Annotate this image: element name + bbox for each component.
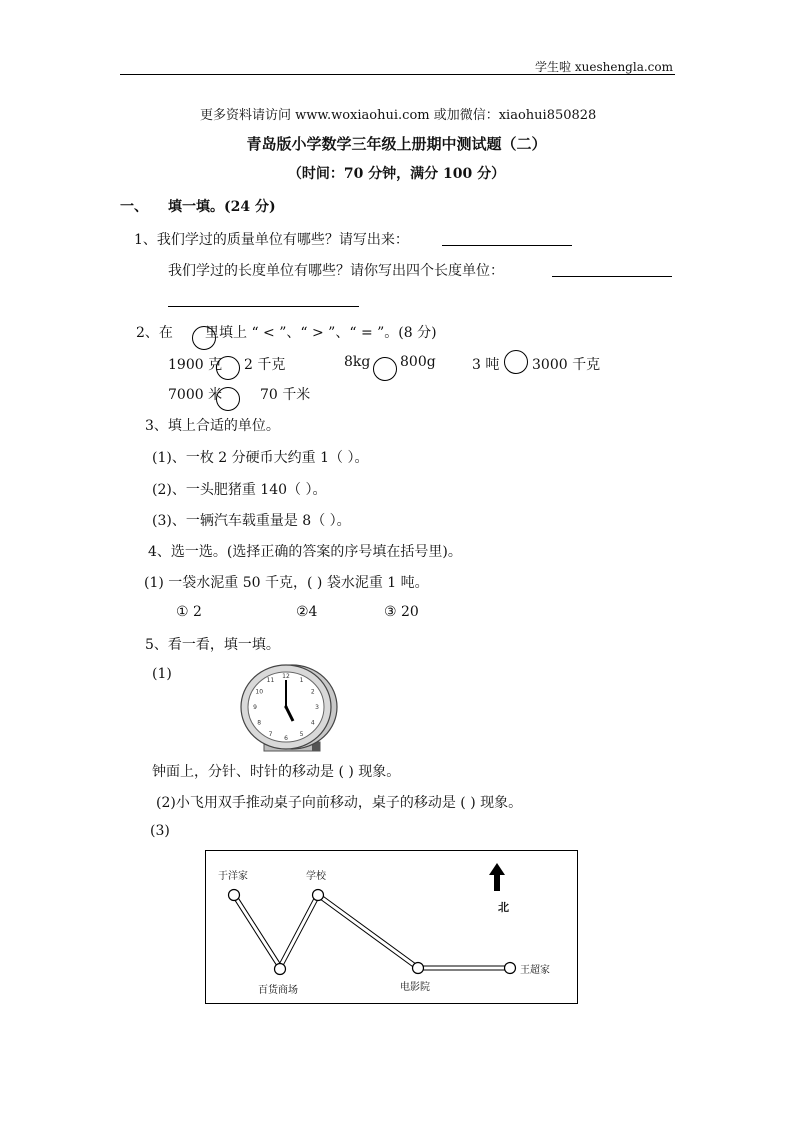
header-rule (120, 74, 675, 75)
q5-sub2-text: (2)小飞用双手推动桌子向前移动，桌子的移动是 ( ) 现象。 (156, 795, 523, 811)
q2-item3-circle[interactable] (504, 350, 528, 374)
q2-item1-right: 2 千克 (244, 357, 286, 373)
header-site: 学生啦 xueshengla.com (535, 60, 673, 74)
page-subtitle: （时间：70 分钟，满分 100 分） (287, 166, 506, 182)
q1-answer-line-1[interactable] (442, 245, 572, 246)
clock-numeral: 8 (257, 719, 262, 727)
clock-numeral: 12 (282, 673, 290, 680)
route-map (205, 850, 578, 1004)
resource-note: 更多资料请访问 www.woxiaohui.com 或加微信：xiaohui850828 (200, 108, 597, 123)
q4-question: (1) 一袋水泥重 50 千克，( ) 袋水泥重 1 吨。 (144, 575, 429, 591)
node-school (313, 890, 324, 901)
q5-heading: 5、看一看，填一填。 (145, 637, 280, 653)
q2-item3-right: 3000 千克 (532, 357, 601, 373)
q3-item3: (3)、一辆汽车载重量是 8（ ）。 (152, 513, 351, 529)
q2-item4-right: 70 千米 (260, 387, 311, 403)
q2-item2-right: 800g (400, 354, 436, 370)
place-label-cinema: 电影院 (400, 982, 430, 993)
clock-numeral: 5 (299, 730, 304, 738)
q4-option-2[interactable]: ②4 (296, 604, 318, 620)
q3-item1: (1)、一枚 2 分硬币大约重 1（ ）。 (152, 450, 369, 466)
node-cinema (413, 963, 424, 974)
clock-numeral: 2 (310, 688, 315, 696)
q5-sub1-text: 钟面上，分针、时针的移动是 ( ) 现象。 (152, 764, 401, 780)
clock-numeral: 7 (268, 730, 273, 738)
q4-option-1[interactable]: ① 2 (176, 604, 202, 620)
section-heading: 填一填。(24 分) (168, 199, 276, 215)
q2-item2-circle[interactable] (373, 357, 397, 381)
q1-answer-line-3[interactable] (168, 306, 359, 307)
page-title: 青岛版小学数学三年级上册期中测试题（二） (246, 135, 547, 153)
node-department-store (275, 964, 286, 975)
place-label-department-store: 百货商场 (258, 985, 298, 996)
q2-item1-left: 1900 克 (168, 357, 223, 373)
node-yuyang-home (229, 890, 240, 901)
section-number: 一、 (120, 199, 148, 215)
q2-instruction: 里填上 “ < ”、“ > ”、“ = ”。(8 分) (205, 325, 437, 341)
q2-item4-circle[interactable] (216, 387, 240, 411)
clock-numeral: 4 (310, 719, 315, 727)
clock-numeral: 1 (299, 677, 304, 685)
clock-figure (232, 662, 350, 754)
place-label-yuyang-home: 于洋家 (218, 871, 248, 882)
clock-numeral: 3 (315, 704, 319, 711)
north-label: 北 (498, 901, 509, 914)
clock-numeral: 6 (284, 735, 288, 742)
place-label-wangchao-home: 王超家 (520, 965, 550, 976)
q4-heading: 4、选一选。(选择正确的答案的序号填在括号里)。 (148, 544, 462, 560)
q5-sub3-label: (3) (150, 823, 170, 839)
q3-heading: 3、填上合适的单位。 (145, 418, 280, 434)
q5-sub1-label: (1) (152, 666, 172, 682)
clock-numeral: 11 (266, 677, 275, 685)
clock-numeral: 9 (253, 704, 257, 711)
q1-line1: 1、我们学过的质量单位有哪些？请写出来： (134, 232, 409, 248)
node-wangchao-home (505, 963, 516, 974)
q1-answer-line-2[interactable] (552, 276, 672, 277)
q1-line2: 我们学过的长度单位有哪些？请你写出四个长度单位： (168, 263, 504, 279)
q2-item4-left: 7000 米 (168, 387, 223, 403)
north-arrow-icon (489, 863, 505, 891)
q2-item3-left: 3 吨 (472, 357, 500, 373)
q4-option-3[interactable]: ③ 20 (384, 604, 419, 620)
place-label-school: 学校 (306, 871, 326, 882)
clock-numeral: 10 (255, 688, 264, 696)
q3-item2: (2)、一头肥猪重 140（ ）。 (152, 482, 327, 498)
q2-item2-left: 8kg (344, 354, 371, 370)
q2-prefix: 2、在 (136, 325, 173, 341)
q2-item1-circle[interactable] (216, 356, 240, 380)
